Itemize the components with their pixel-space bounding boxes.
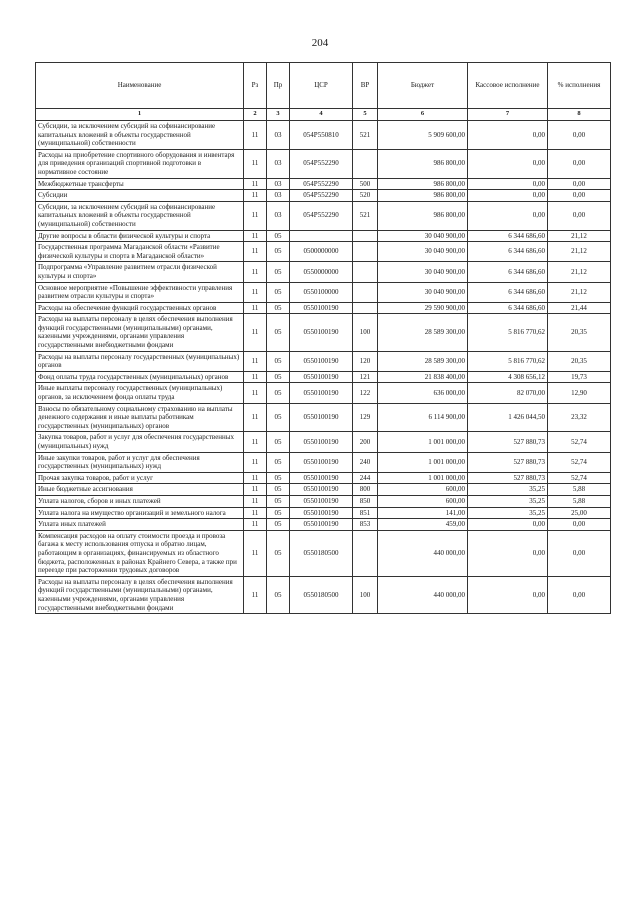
row-execution: 6 344 686,60 — [468, 262, 548, 282]
row-vr — [353, 530, 378, 576]
row-percent: 0,00 — [548, 149, 611, 178]
row-budget: 28 589 300,00 — [378, 314, 468, 351]
row-rz: 11 — [244, 351, 267, 371]
row-execution: 6 344 686,60 — [468, 230, 548, 242]
row-vr: 120 — [353, 351, 378, 371]
row-csr: 0550100190 — [290, 432, 353, 452]
row-vr — [353, 230, 378, 242]
row-execution: 35,25 — [468, 484, 548, 496]
row-percent: 12,90 — [548, 383, 611, 403]
table-row — [36, 302, 611, 314]
column-number: 7 — [468, 109, 548, 121]
row-rz: 11 — [244, 484, 267, 496]
row-vr: 520 — [353, 190, 378, 202]
row-name: Расходы на выплаты персоналу в целях обеспечения выполнения функций государственными (муниципальными) органами, казенными учреждениями, органами управления государственными внебюджетными фондами — [36, 576, 244, 613]
header-name: Наименование — [36, 63, 244, 109]
row-csr: 054P552290 — [290, 201, 353, 230]
row-budget: 141,00 — [378, 507, 468, 519]
row-vr: 121 — [353, 371, 378, 383]
row-rz: 11 — [244, 201, 267, 230]
row-percent: 0,00 — [548, 178, 611, 190]
row-budget: 986 800,00 — [378, 190, 468, 202]
row-pr: 05 — [267, 351, 290, 371]
row-execution: 35,25 — [468, 495, 548, 507]
row-execution: 6 344 686,60 — [468, 282, 548, 302]
header-pr: Пр — [267, 63, 290, 109]
row-rz: 11 — [244, 242, 267, 262]
row-csr: 0550100190 — [290, 314, 353, 351]
column-number: 6 — [378, 109, 468, 121]
row-execution: 5 816 770,62 — [468, 314, 548, 351]
row-vr — [353, 282, 378, 302]
table-row — [36, 242, 611, 262]
row-percent: 0,00 — [548, 190, 611, 202]
table-body — [36, 121, 611, 614]
row-rz: 11 — [244, 507, 267, 519]
table-row — [36, 403, 611, 432]
row-execution: 5 816 770,62 — [468, 351, 548, 371]
row-pr: 03 — [267, 178, 290, 190]
row-csr: 0500000000 — [290, 242, 353, 262]
row-pr: 03 — [267, 149, 290, 178]
row-pr: 05 — [267, 432, 290, 452]
row-vr — [353, 149, 378, 178]
header-row — [36, 63, 611, 109]
table-row — [36, 576, 611, 613]
row-name: Иные бюджетные ассигнования — [36, 484, 244, 496]
row-rz: 11 — [244, 178, 267, 190]
table-row — [36, 495, 611, 507]
row-vr: 851 — [353, 507, 378, 519]
table-row — [36, 530, 611, 576]
row-percent: 0,00 — [548, 576, 611, 613]
row-csr — [290, 230, 353, 242]
row-percent: 0,00 — [548, 519, 611, 531]
row-budget: 459,00 — [378, 519, 468, 531]
row-rz: 11 — [244, 302, 267, 314]
row-pr: 05 — [267, 484, 290, 496]
row-pr: 05 — [267, 302, 290, 314]
row-execution: 6 344 686,60 — [468, 242, 548, 262]
row-percent: 23,32 — [548, 403, 611, 432]
row-vr: 100 — [353, 576, 378, 613]
row-csr: 0550100000 — [290, 282, 353, 302]
row-execution: 0,00 — [468, 190, 548, 202]
row-vr — [353, 242, 378, 262]
row-csr: 054P552290 — [290, 190, 353, 202]
row-budget: 600,00 — [378, 495, 468, 507]
table-row — [36, 472, 611, 484]
table-row — [36, 201, 611, 230]
row-percent: 5,88 — [548, 495, 611, 507]
row-execution: 0,00 — [468, 121, 548, 150]
row-name: Закупка товаров, работ и услуг для обеспечения государственных (муниципальных) нужд — [36, 432, 244, 452]
row-rz: 11 — [244, 121, 267, 150]
row-execution: 0,00 — [468, 576, 548, 613]
row-csr: 0550100190 — [290, 484, 353, 496]
budget-execution-table — [35, 62, 611, 614]
row-name: Расходы на выплаты персоналу государственных (муниципальных) органов — [36, 351, 244, 371]
column-number: 2 — [244, 109, 267, 121]
row-csr: 0550100190 — [290, 371, 353, 383]
table-row — [36, 262, 611, 282]
table-row — [36, 519, 611, 531]
table-row — [36, 282, 611, 302]
row-vr — [353, 302, 378, 314]
row-vr: 853 — [353, 519, 378, 531]
row-percent: 52,74 — [548, 432, 611, 452]
column-number-row — [36, 109, 611, 121]
row-name: Иные выплаты персоналу государственных (муниципальных) органов, за исключением фонда оплаты труда — [36, 383, 244, 403]
row-budget: 986 800,00 — [378, 149, 468, 178]
row-vr: 100 — [353, 314, 378, 351]
row-rz: 11 — [244, 519, 267, 531]
row-name: Расходы на выплаты персоналу в целях обеспечения выполнения функций государственными (муниципальными) органами, казенными учреждениями, органами управления государственными внебюджетными фондами — [36, 314, 244, 351]
row-pr: 05 — [267, 371, 290, 383]
row-csr: 054P550810 — [290, 121, 353, 150]
row-name: Субсидии, за исключением субсидий на софинансирование капитальных вложений в объекты государственной (муниципальной) собственности — [36, 201, 244, 230]
row-vr: 200 — [353, 432, 378, 452]
row-vr: 800 — [353, 484, 378, 496]
row-name: Взносы по обязательному социальному страхованию на выплаты денежного содержания и иные выплаты работникам государственных (муниципальных) органов — [36, 403, 244, 432]
row-budget: 636 000,00 — [378, 383, 468, 403]
row-execution: 0,00 — [468, 149, 548, 178]
row-percent: 52,74 — [548, 452, 611, 472]
row-name: Компенсация расходов на оплату стоимости проезда и провоза багажа к месту использования отпуска и обратно лицам, работающим в организациях, финансируемых из областного бюджета, расположенных в районах Крайнего Севера, а также при переезде при расторжении трудовых договоров — [36, 530, 244, 576]
row-budget: 30 040 900,00 — [378, 230, 468, 242]
row-rz: 11 — [244, 495, 267, 507]
row-percent: 21,12 — [548, 242, 611, 262]
row-pr: 05 — [267, 262, 290, 282]
row-budget: 1 001 000,00 — [378, 472, 468, 484]
row-execution: 527 880,73 — [468, 472, 548, 484]
row-csr: 054P552290 — [290, 149, 353, 178]
row-rz: 11 — [244, 314, 267, 351]
row-rz: 11 — [244, 190, 267, 202]
header-percent: % исполнения — [548, 63, 611, 109]
row-csr: 0550100190 — [290, 507, 353, 519]
row-vr: 850 — [353, 495, 378, 507]
row-rz: 11 — [244, 262, 267, 282]
row-percent: 21,12 — [548, 230, 611, 242]
row-pr: 05 — [267, 452, 290, 472]
column-number: 4 — [290, 109, 353, 121]
table-row — [36, 484, 611, 496]
row-rz: 11 — [244, 432, 267, 452]
row-rz: 11 — [244, 403, 267, 432]
column-number: 8 — [548, 109, 611, 121]
row-budget: 5 909 600,00 — [378, 121, 468, 150]
header-execution: Кассовое исполнение — [468, 63, 548, 109]
row-csr: 0550100190 — [290, 403, 353, 432]
row-csr: 0550180500 — [290, 530, 353, 576]
row-budget: 986 800,00 — [378, 178, 468, 190]
row-vr: 244 — [353, 472, 378, 484]
row-rz: 11 — [244, 452, 267, 472]
row-percent: 0,00 — [548, 201, 611, 230]
row-execution: 0,00 — [468, 201, 548, 230]
row-name: Межбюджетные трансферты — [36, 178, 244, 190]
table-row — [36, 383, 611, 403]
row-csr: 0550100190 — [290, 351, 353, 371]
row-vr — [353, 262, 378, 282]
row-pr: 05 — [267, 472, 290, 484]
row-name: Другие вопросы в области физической культуры и спорта — [36, 230, 244, 242]
row-percent: 5,88 — [548, 484, 611, 496]
row-name: Иные закупки товаров, работ и услуг для обеспечения государственных (муниципальных) нужд — [36, 452, 244, 472]
table-row — [36, 190, 611, 202]
row-execution: 527 880,73 — [468, 452, 548, 472]
row-pr: 05 — [267, 519, 290, 531]
row-pr: 03 — [267, 201, 290, 230]
row-percent: 0,00 — [548, 530, 611, 576]
row-pr: 03 — [267, 121, 290, 150]
row-vr: 500 — [353, 178, 378, 190]
header-budget: Бюджет — [378, 63, 468, 109]
row-budget: 30 040 900,00 — [378, 242, 468, 262]
row-budget: 440 000,00 — [378, 530, 468, 576]
row-budget: 1 001 000,00 — [378, 452, 468, 472]
row-execution: 6 344 686,60 — [468, 302, 548, 314]
row-pr: 05 — [267, 242, 290, 262]
row-rz: 11 — [244, 230, 267, 242]
row-name: Основное мероприятие «Повышение эффективности управления развитием отрасли культуры и спорта» — [36, 282, 244, 302]
row-budget: 600,00 — [378, 484, 468, 496]
row-execution: 0,00 — [468, 530, 548, 576]
row-vr: 240 — [353, 452, 378, 472]
row-name: Уплата налога на имущество организаций и земельного налога — [36, 507, 244, 519]
row-vr: 521 — [353, 201, 378, 230]
row-vr: 129 — [353, 403, 378, 432]
row-csr: 0550100190 — [290, 383, 353, 403]
row-budget: 21 838 400,00 — [378, 371, 468, 383]
row-csr: 0550180500 — [290, 576, 353, 613]
row-execution: 82 070,00 — [468, 383, 548, 403]
row-csr: 0550100190 — [290, 452, 353, 472]
row-percent: 52,74 — [548, 472, 611, 484]
row-budget: 29 590 900,00 — [378, 302, 468, 314]
page-number: 204 — [311, 37, 329, 49]
row-execution: 0,00 — [468, 178, 548, 190]
row-name: Расходы на приобретение спортивного оборудования и инвентаря для приведения организаций спортивной подготовки в нормативное состояние — [36, 149, 244, 178]
header-rz: Рз — [244, 63, 267, 109]
row-budget: 30 040 900,00 — [378, 282, 468, 302]
row-name: Уплата налогов, сборов и иных платежей — [36, 495, 244, 507]
row-csr: 0550100190 — [290, 519, 353, 531]
row-csr: 0550000000 — [290, 262, 353, 282]
row-csr: 0550100190 — [290, 302, 353, 314]
table-row — [36, 178, 611, 190]
row-execution: 527 880,73 — [468, 432, 548, 452]
row-percent: 25,00 — [548, 507, 611, 519]
row-pr: 05 — [267, 495, 290, 507]
table-row — [36, 371, 611, 383]
row-rz: 11 — [244, 576, 267, 613]
row-pr: 05 — [267, 314, 290, 351]
row-percent: 21,12 — [548, 262, 611, 282]
row-pr: 05 — [267, 282, 290, 302]
header-csr: ЦСР — [290, 63, 353, 109]
column-number: 5 — [353, 109, 378, 121]
row-vr: 122 — [353, 383, 378, 403]
row-execution: 35,25 — [468, 507, 548, 519]
row-rz: 11 — [244, 530, 267, 576]
header-vr: ВР — [353, 63, 378, 109]
table-row — [36, 432, 611, 452]
row-pr: 05 — [267, 530, 290, 576]
table-row — [36, 452, 611, 472]
row-execution: 4 308 656,12 — [468, 371, 548, 383]
row-pr: 05 — [267, 576, 290, 613]
table-row — [36, 314, 611, 351]
row-percent: 0,00 — [548, 121, 611, 150]
row-budget: 30 040 900,00 — [378, 262, 468, 282]
table-row — [36, 507, 611, 519]
row-budget: 28 589 300,00 — [378, 351, 468, 371]
row-csr: 054P552290 — [290, 178, 353, 190]
table-row — [36, 149, 611, 178]
row-csr: 0550100190 — [290, 472, 353, 484]
row-pr: 05 — [267, 507, 290, 519]
row-rz: 11 — [244, 282, 267, 302]
row-name: Уплата иных платежей — [36, 519, 244, 531]
row-pr: 05 — [267, 230, 290, 242]
row-name: Государственная программа Магаданской области «Развитие физической культуры и спорта в Магаданской области» — [36, 242, 244, 262]
column-number: 1 — [36, 109, 244, 121]
table-row — [36, 351, 611, 371]
row-execution: 0,00 — [468, 519, 548, 531]
row-name: Субсидии — [36, 190, 244, 202]
row-budget: 6 114 900,00 — [378, 403, 468, 432]
row-pr: 05 — [267, 403, 290, 432]
row-rz: 11 — [244, 472, 267, 484]
row-name: Подпрограмма «Управление развитием отрасли физической культуры и спорта» — [36, 262, 244, 282]
row-budget: 1 001 000,00 — [378, 432, 468, 452]
row-percent: 19,73 — [548, 371, 611, 383]
row-pr: 05 — [267, 383, 290, 403]
row-rz: 11 — [244, 371, 267, 383]
row-budget: 440 000,00 — [378, 576, 468, 613]
row-name: Прочая закупка товаров, работ и услуг — [36, 472, 244, 484]
row-vr: 521 — [353, 121, 378, 150]
row-budget: 986 800,00 — [378, 201, 468, 230]
row-percent: 21,44 — [548, 302, 611, 314]
table-row — [36, 121, 611, 150]
row-name: Субсидии, за исключением субсидий на софинансирование капитальных вложений в объекты государственной (муниципальной) собственности — [36, 121, 244, 150]
table-row — [36, 230, 611, 242]
row-csr: 0550100190 — [290, 495, 353, 507]
row-percent: 20,35 — [548, 314, 611, 351]
row-rz: 11 — [244, 383, 267, 403]
row-pr: 03 — [267, 190, 290, 202]
row-rz: 11 — [244, 149, 267, 178]
row-percent: 20,35 — [548, 351, 611, 371]
row-execution: 1 426 044,50 — [468, 403, 548, 432]
row-percent: 21,12 — [548, 282, 611, 302]
row-name: Фонд оплаты труда государственных (муниципальных) органов — [36, 371, 244, 383]
row-name: Расходы на обеспечение функций государственных органов — [36, 302, 244, 314]
column-number: 3 — [267, 109, 290, 121]
